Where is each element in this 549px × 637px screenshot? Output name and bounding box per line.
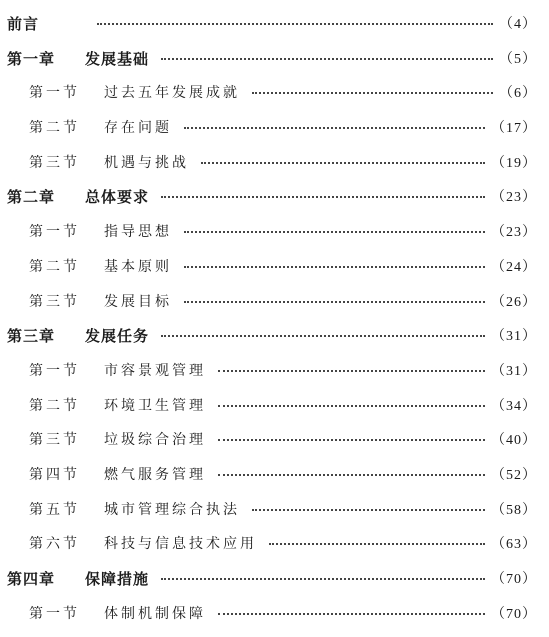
toc-section-number: 第一节 xyxy=(29,605,80,622)
toc-section-number: 第五节 xyxy=(29,501,80,518)
toc-entry-chapter-4[interactable] xyxy=(0,568,549,603)
toc-label xyxy=(29,429,206,449)
toc-entry-section[interactable] xyxy=(0,360,549,395)
toc-page-number: （23） xyxy=(491,225,537,241)
toc-section-title: 指导思想 xyxy=(104,224,172,241)
toc-page-number: （19） xyxy=(491,155,537,171)
toc-label xyxy=(7,48,149,69)
toc-entry-section[interactable] xyxy=(0,499,549,534)
toc-entry-section[interactable] xyxy=(0,464,549,499)
toc-entry-section[interactable] xyxy=(0,82,549,117)
toc-page-number: （58） xyxy=(491,502,537,518)
toc-chapter-number: 第二章 xyxy=(7,188,56,207)
toc-entry-section[interactable] xyxy=(0,117,549,152)
toc-page-number: （17） xyxy=(491,121,537,137)
dot-leader xyxy=(201,150,485,164)
toc-page-number: （5） xyxy=(499,51,537,67)
toc-page-number: （31） xyxy=(491,329,537,345)
toc-chapter-number: 第一章 xyxy=(7,49,56,68)
toc-label xyxy=(7,186,149,207)
toc-page-number: （52） xyxy=(491,467,537,483)
toc-entry-section[interactable] xyxy=(0,429,549,464)
toc-label xyxy=(7,568,149,589)
toc-label xyxy=(7,13,85,34)
dot-leader xyxy=(218,427,485,441)
toc-page-number: （4） xyxy=(499,17,537,32)
dot-leader xyxy=(184,219,485,233)
toc-entry-chapter-3[interactable] xyxy=(0,325,549,360)
toc-section-title: 过去五年发展成就 xyxy=(104,85,240,102)
dot-leader xyxy=(218,358,485,372)
toc-label xyxy=(29,464,206,484)
toc-page-number: （6） xyxy=(499,86,537,102)
toc-entry-chapter-1[interactable] xyxy=(0,48,549,83)
dot-leader xyxy=(97,11,493,25)
toc-label xyxy=(29,152,189,172)
toc-label xyxy=(29,221,172,241)
toc-label xyxy=(29,82,240,102)
toc-section-number: 第三节 xyxy=(29,154,80,171)
toc-section-number: 第一节 xyxy=(29,224,80,241)
toc-page-number: （24） xyxy=(491,259,537,275)
toc-label xyxy=(7,325,149,346)
toc-label xyxy=(29,395,206,415)
toc-section-number: 第二节 xyxy=(29,258,80,275)
dot-leader xyxy=(161,323,485,337)
toc-entry-section[interactable] xyxy=(0,152,549,187)
toc-label xyxy=(29,360,206,380)
dot-leader xyxy=(269,531,485,545)
toc-section-title: 城市管理综合执法 xyxy=(104,501,240,518)
dot-leader xyxy=(161,46,493,60)
toc-entry-section[interactable] xyxy=(0,256,549,291)
dot-leader xyxy=(218,462,485,476)
toc-section-number: 第一节 xyxy=(29,362,80,379)
toc-entry-preface[interactable] xyxy=(0,13,549,48)
toc-page-number: （63） xyxy=(491,537,537,553)
toc-chapter-number: 前言 xyxy=(7,15,40,33)
toc-section-title: 基本原则 xyxy=(104,258,172,275)
toc-page-number: （31） xyxy=(491,363,537,379)
dot-leader xyxy=(218,601,485,615)
toc-chapter-title: 发展任务 xyxy=(85,327,150,346)
toc-label xyxy=(29,117,172,137)
toc-section-title: 存在问题 xyxy=(104,120,172,137)
toc-section-title: 发展目标 xyxy=(104,293,172,310)
dot-leader xyxy=(161,184,485,198)
toc-label xyxy=(29,533,257,553)
toc-section-number: 第三节 xyxy=(29,293,80,310)
toc-section-number: 第一节 xyxy=(29,85,80,102)
toc-page-number: （23） xyxy=(491,190,537,206)
toc-entry-section[interactable] xyxy=(0,533,549,568)
toc-page-number: （40） xyxy=(491,433,537,449)
toc-section-title: 科技与信息技术应用 xyxy=(104,536,257,553)
toc-section-number: 第六节 xyxy=(29,536,80,553)
toc-page-number: （26） xyxy=(491,294,537,310)
toc-label xyxy=(29,603,206,623)
dot-leader xyxy=(184,115,485,129)
toc-entry-section[interactable] xyxy=(0,221,549,256)
toc-chapter-title: 发展基础 xyxy=(85,49,150,68)
toc-section-title: 市容景观管理 xyxy=(104,362,206,379)
toc-chapter-number: 第三章 xyxy=(7,327,56,346)
toc-section-number: 第二节 xyxy=(29,120,80,137)
toc-chapter-number: 第四章 xyxy=(7,570,56,588)
dot-leader xyxy=(161,566,485,580)
toc-label xyxy=(29,256,172,276)
toc-chapter-title: 总体要求 xyxy=(85,188,150,207)
toc-label xyxy=(29,291,172,311)
toc-section-number: 第四节 xyxy=(29,466,80,483)
toc-page-number: （70） xyxy=(491,572,537,587)
dot-leader xyxy=(184,289,485,303)
toc-section-number: 第二节 xyxy=(29,397,80,414)
toc-entry-section[interactable] xyxy=(0,603,549,637)
toc-section-title: 燃气服务管理 xyxy=(104,466,206,483)
dot-leader xyxy=(252,80,493,94)
toc-entry-section[interactable] xyxy=(0,395,549,430)
toc-section-title: 垃圾综合治理 xyxy=(104,432,206,449)
dot-leader xyxy=(252,497,485,511)
toc-page-number: （70） xyxy=(491,606,537,622)
toc-entry-section[interactable] xyxy=(0,291,549,326)
toc-page-number: （34） xyxy=(491,398,537,414)
toc-label xyxy=(29,499,240,519)
toc-section-title: 环境卫生管理 xyxy=(104,397,206,414)
dot-leader xyxy=(218,393,485,407)
toc-section-title: 机遇与挑战 xyxy=(104,154,189,171)
toc-entry-chapter-2[interactable] xyxy=(0,186,549,221)
toc-section-title: 体制机制保障 xyxy=(104,605,206,622)
table-of-contents xyxy=(0,13,549,637)
toc-section-number: 第三节 xyxy=(29,432,80,449)
dot-leader xyxy=(184,254,485,268)
toc-chapter-title: 保障措施 xyxy=(85,570,150,588)
